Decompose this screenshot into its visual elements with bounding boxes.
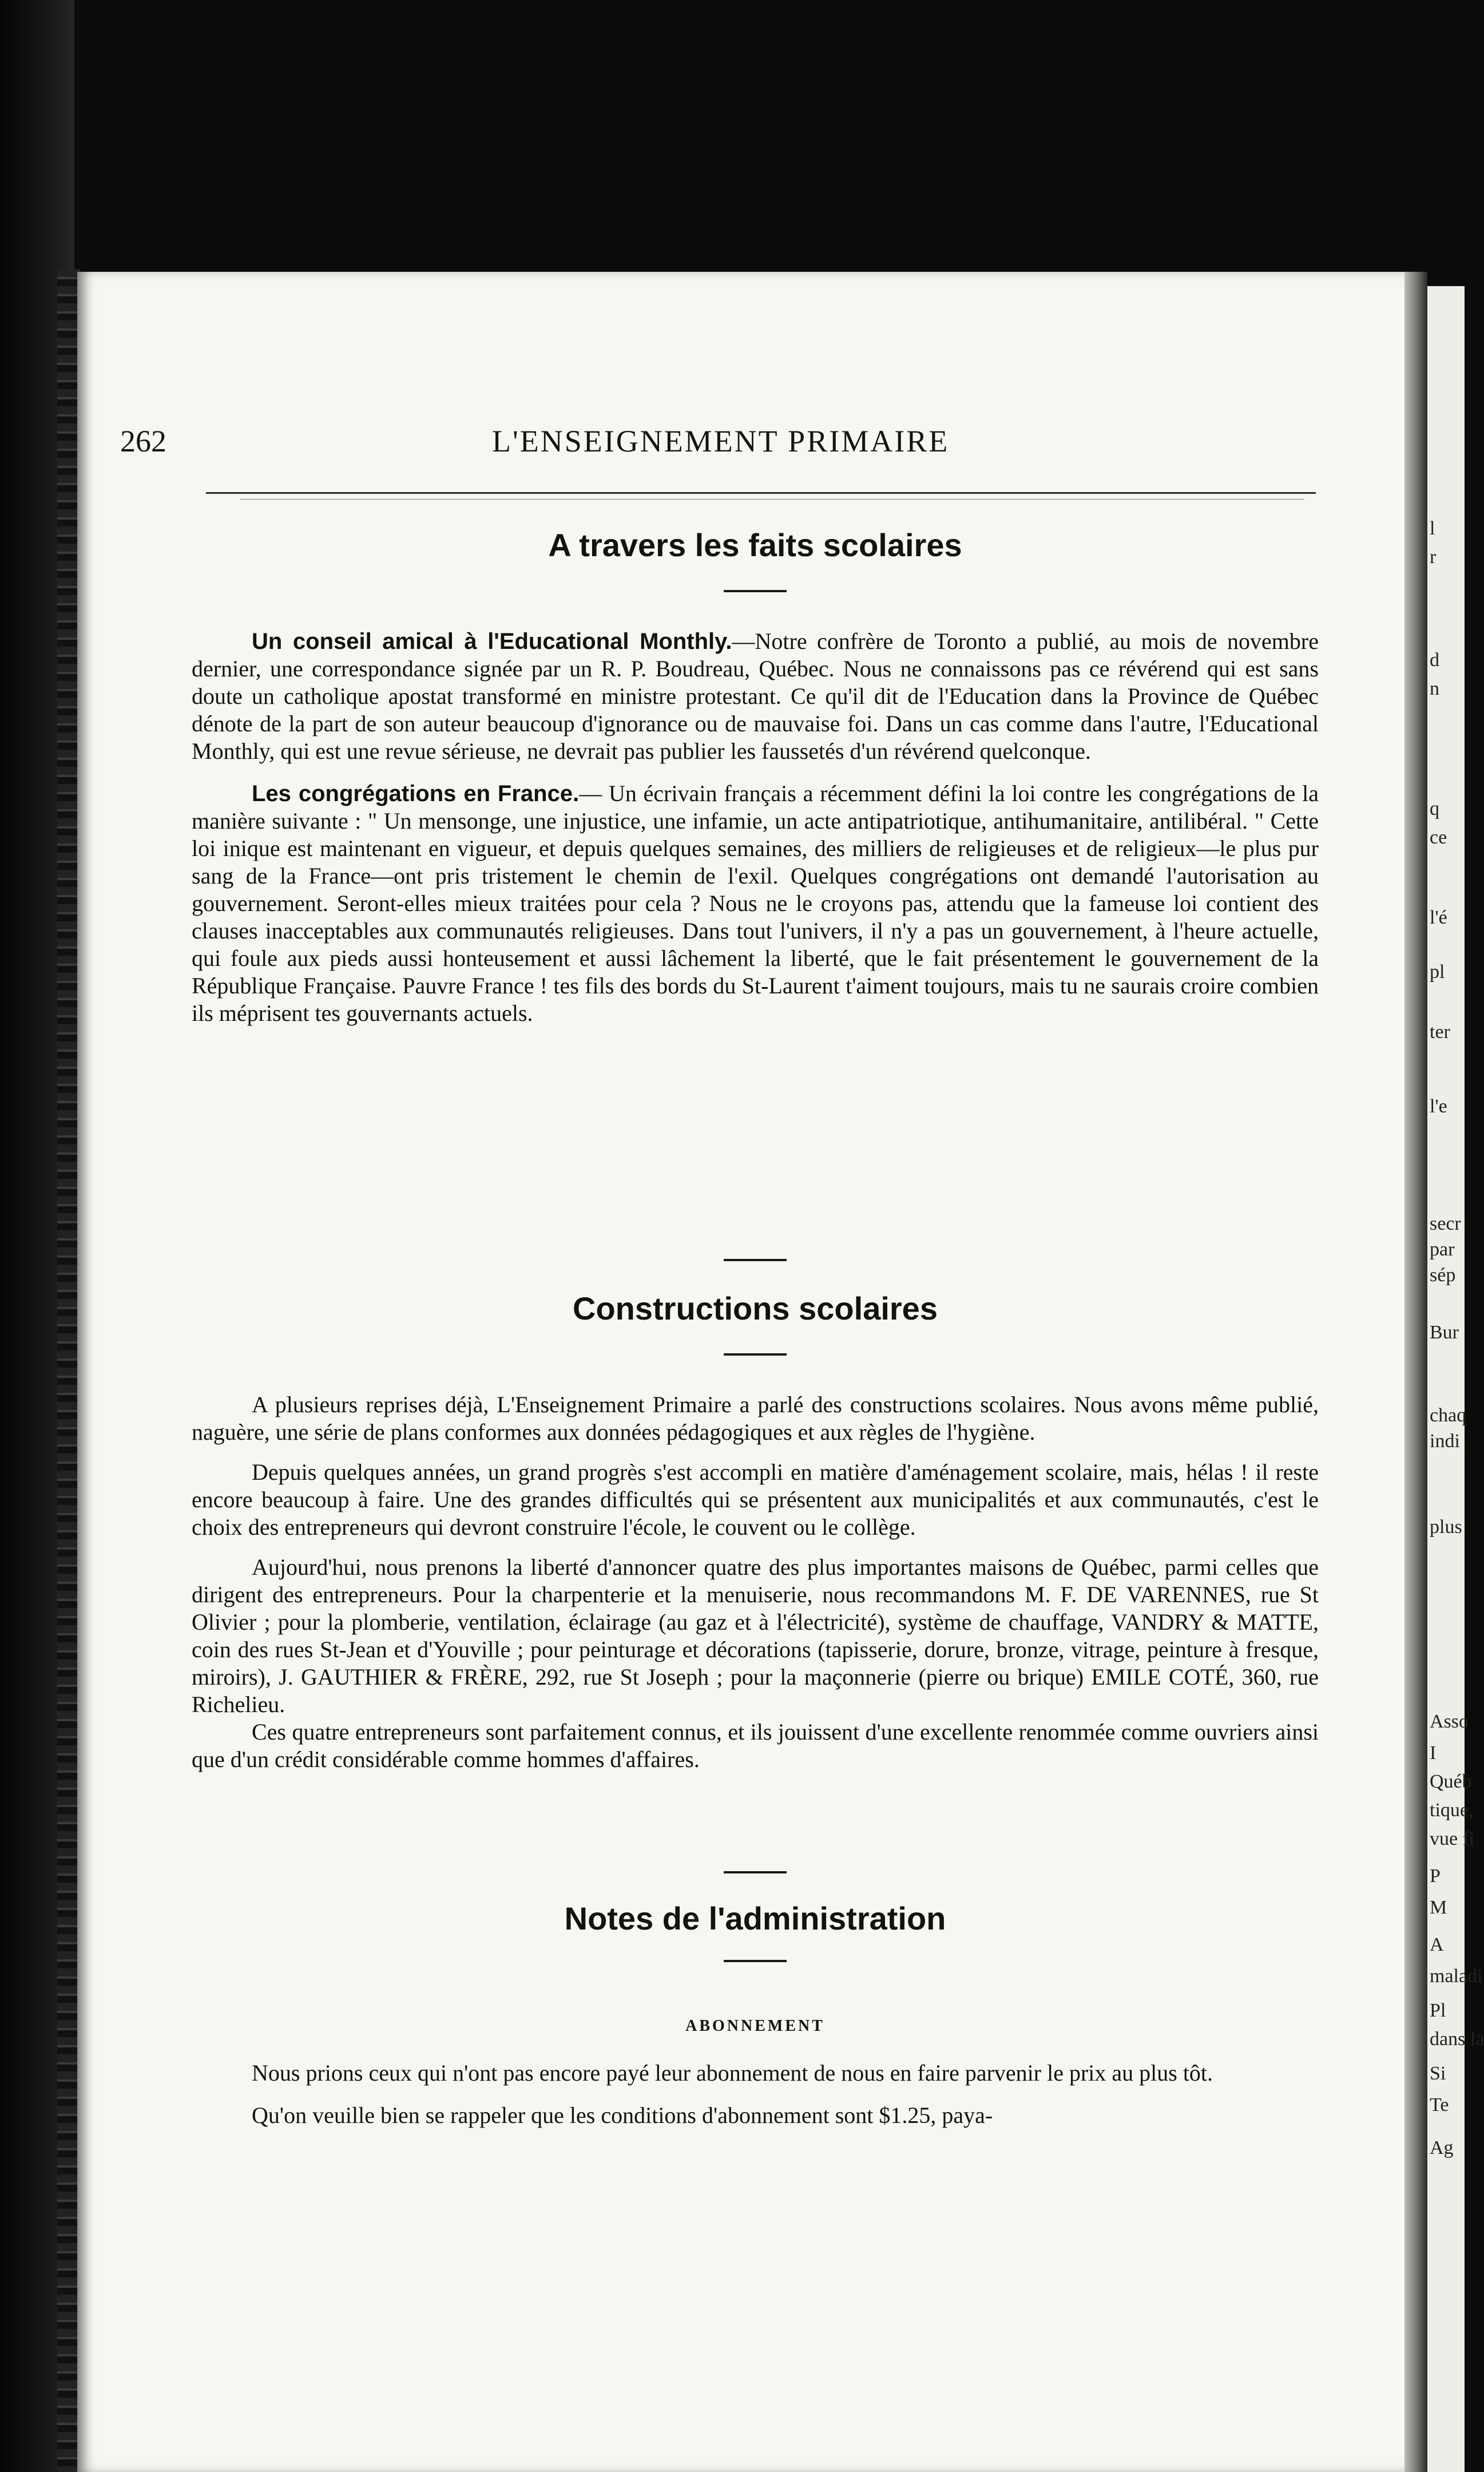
paragraph: Qu'on veuille bien se rappeler que les conditions d'abonnement sont $1.25, paya- bbox=[252, 2102, 993, 2128]
page-number: 262 bbox=[120, 424, 166, 458]
margin-fragment: Québ bbox=[1430, 1771, 1472, 1792]
paragraph bbox=[192, 780, 1319, 1027]
section-rule bbox=[724, 1960, 787, 1962]
margin-fragment: l'é bbox=[1430, 907, 1447, 928]
adjacent-page-fragment bbox=[1427, 286, 1484, 2472]
margin-fragment: P bbox=[1430, 1865, 1441, 1887]
page-header bbox=[120, 423, 1322, 458]
margin-fragment: Asso bbox=[1430, 1711, 1469, 1732]
section-notes-administration bbox=[192, 1871, 1319, 2129]
book-spine bbox=[57, 269, 80, 2472]
margin-fragment: maladi bbox=[1430, 1966, 1483, 1987]
paragraph-lead: Les congrégations en France. bbox=[252, 781, 580, 806]
paragraph: A plusieurs reprises déjà, L'Enseignement Primaire a parlé des constructions scolaires. Nous avons même publié, naguère, une série de plans conformes aux données pédagogiques et aux règles de l'hygiène. bbox=[192, 1392, 1319, 1445]
margin-fragment: Si bbox=[1430, 2063, 1446, 2084]
paragraph-text: — Un écrivain français a récemment défini la loi contre les congrégations de la manière suivante : " Un mensonge, une injustice, une infamie, un acte antipatriotique, antihumanitaire, antilibéral. " Cette loi inique est maintenant en vigueur, et depuis quelques semaines, des milliers de religieuses et de religieux—le plus pur sang de la France—ont pris tristement le chemin de l'exil. Quelques congrégations ont demandé l'autorisation au gouvernement. Seront-elles mieux traitées pour cela ? Nous ne le croyons pas, attendu que la fameuse loi contient des clauses inacceptables aux communautés religieuses. Dans tout l'univers, il n'y a pas un gouvernement, à l'heure actuelle, qui foule aux pieds aussi honteusement et aussi lâchement la liberté, que le fait présentement le gouvernement de la République Française. Pauvre France ! tes fils des bords du St-Laurent t'aiment toujours, mais tu ne saurais croire combien ils méprisent tes gouvernants actuels. bbox=[192, 781, 1319, 1026]
header-rule-thin bbox=[240, 499, 1304, 500]
paragraph-lead: Un conseil amical à l'Educational Monthly. bbox=[252, 629, 732, 654]
margin-fragment: Ag bbox=[1430, 2137, 1454, 2158]
header-rule bbox=[206, 492, 1316, 494]
margin-fragment: Te bbox=[1430, 2094, 1449, 2116]
margin-fragment: ce bbox=[1430, 827, 1447, 848]
paragraph: Ces quatre entrepreneurs sont parfaitement connus, et ils jouissent d'une excellente renommée comme ouvriers ainsi que d'un crédit considérable comme hommes d'affaires. bbox=[192, 1719, 1319, 1772]
margin-fragment: chaq bbox=[1430, 1405, 1467, 1426]
margin-fragment: d bbox=[1430, 649, 1439, 671]
margin-fragment: l bbox=[1430, 518, 1435, 539]
section-title: Notes de l'administration bbox=[564, 1900, 946, 1936]
subsection-title: ABONNEMENT bbox=[685, 2017, 825, 2035]
paragraph: Depuis quelques années, un grand progrès s'est accompli en matière d'aménagement scolaire, mais, hélas ! il reste encore beaucoup à faire. Une des grandes difficultés qui se présentent aux municipalités et aux communautés, c'est le choix des entrepreneurs qui devront construire l'école, le couvent ou le collège. bbox=[192, 1459, 1319, 1540]
margin-fragment: l'e bbox=[1430, 1096, 1447, 1117]
margin-fragment: M bbox=[1430, 1897, 1447, 1918]
margin-fragment: sép bbox=[1430, 1265, 1456, 1286]
paragraph-text: —Notre confrère de Toronto a publié, au mois de novembre dernier, une correspondance signée par un R. P. Boudreau, Québec. Nous ne connaissons pas ce révérend qui est sans doute un catholique apostat transformé en ministre protestant. Ce qu'il dit de l'Education dans la Province de Québec dénote de la part de son auteur beaucoup d'ignorance ou de mauvaise foi. Dans un cas comme dans l'autre, l'Educational Monthly, qui est une revue sérieuse, ne devrait pas publier les faussetés d'un révérend quelconque. bbox=[192, 628, 1319, 764]
paragraph: Nous prions ceux qui n'ont pas encore payé leur abonnement de nous en faire parvenir le prix au plus tôt. bbox=[252, 2060, 1213, 2086]
section-rule bbox=[724, 1871, 787, 1873]
section-constructions-scolaires bbox=[192, 1259, 1319, 1773]
margin-fragment: q bbox=[1430, 798, 1439, 819]
paragraph: Aujourd'hui, nous prenons la liberté d'annoncer quatre des plus importantes maisons de Québec, parmi celles que dirigent des entrepreneurs. Pour la charpenterie et la menuiserie, nous recommandons M. F. DE VARENNES, rue St Olivier ; pour la plomberie, ventilation, éclairage (au gaz et à l'électricité), système de chauffage, VANDRY & MATTE, coin des rues St-Jean et d'Youville ; pour peinturage et décorations (tapisserie, dorure, bronze, vitrage, peinture à fresque, miroirs), J. GAUTHIER & FRÈRE, 292, rue St Joseph ; pour la maçonnerie (pierre ou brique) EMILE COTÉ, 360, rue Richelieu. bbox=[192, 1554, 1319, 1717]
margin-fragment: indi bbox=[1430, 1431, 1460, 1452]
margin-fragment: dans la bbox=[1430, 2029, 1484, 2050]
margin-fragment: r bbox=[1430, 546, 1437, 568]
margin-fragment: Pl bbox=[1430, 2000, 1446, 2021]
margin-fragment: ter bbox=[1430, 1021, 1450, 1043]
margin-fragment: pl bbox=[1430, 961, 1445, 983]
section-title: A travers les faits scolaires bbox=[548, 527, 962, 563]
section-rule bbox=[724, 1353, 787, 1356]
margin-fragment: plus bbox=[1430, 1516, 1462, 1538]
paragraph bbox=[192, 628, 1319, 765]
page-edge bbox=[1404, 272, 1427, 2472]
running-title: L'ENSEIGNEMENT PRIMAIRE bbox=[492, 424, 950, 458]
margin-fragment: n bbox=[1430, 678, 1439, 699]
section-title: Constructions scolaires bbox=[573, 1290, 938, 1326]
margin-fragment: A bbox=[1430, 1934, 1444, 1955]
margin-fragment: secr bbox=[1430, 1213, 1461, 1234]
margin-fragment: vue fi bbox=[1430, 1828, 1475, 1849]
margin-fragment: tique, bbox=[1430, 1800, 1474, 1821]
margin-fragment: par bbox=[1430, 1239, 1455, 1260]
section-faits-scolaires bbox=[192, 526, 1319, 1027]
margin-fragment: I bbox=[1430, 1742, 1437, 1764]
margin-fragment: Bur bbox=[1430, 1322, 1459, 1343]
section-rule bbox=[724, 1259, 787, 1261]
section-rule bbox=[724, 590, 787, 592]
